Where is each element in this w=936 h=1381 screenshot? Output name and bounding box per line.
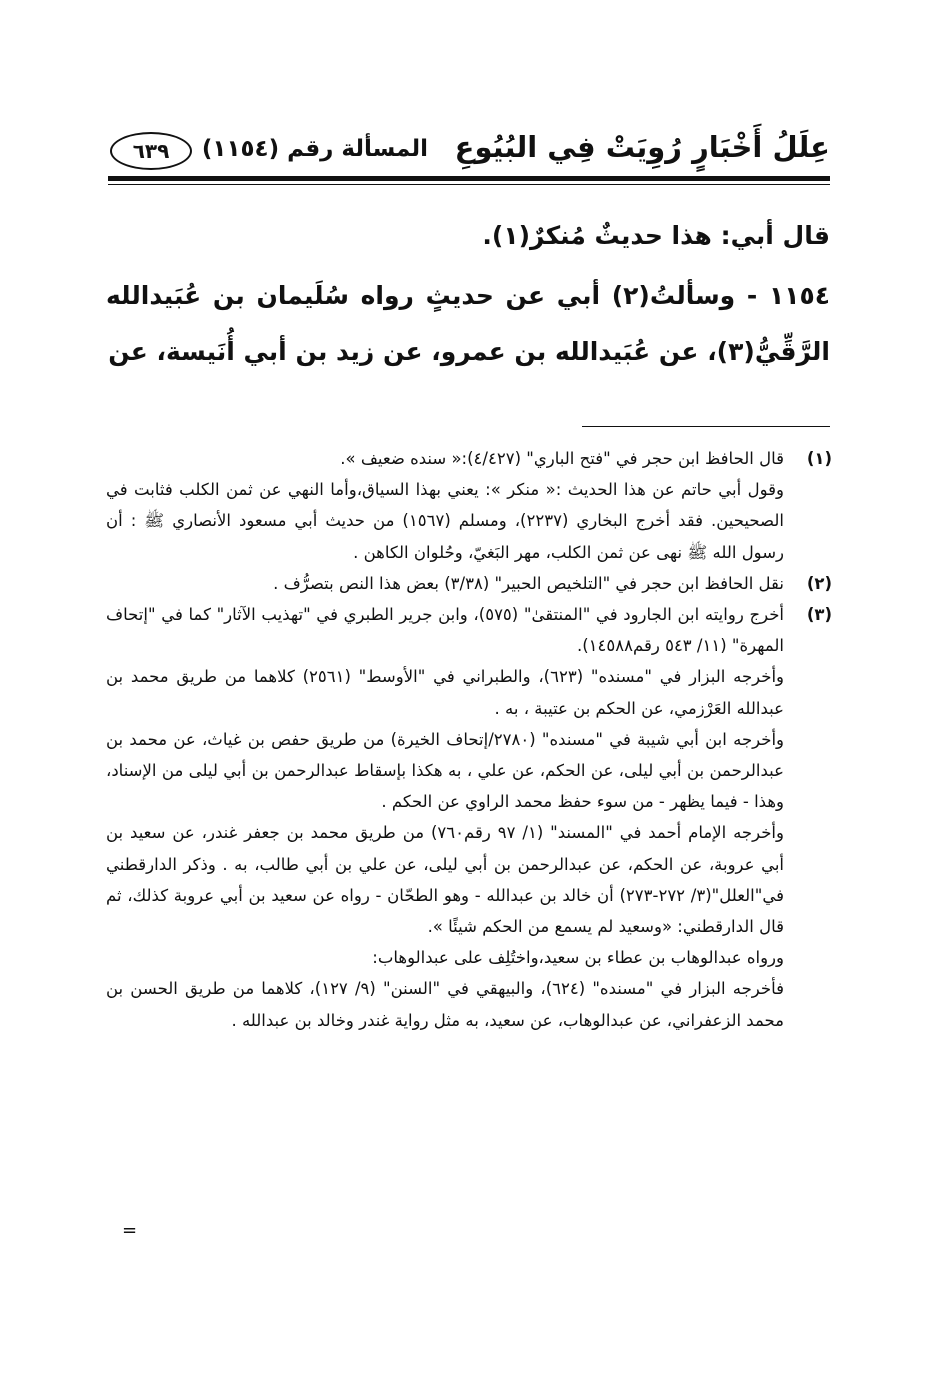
main-text-line [106,208,830,264]
footnote-1 [106,443,832,568]
page-number: ٦٣٩ [132,139,170,163]
footnote-number: (١) [806,449,832,468]
footnote-3 [106,599,832,1036]
footnote-2 [106,568,832,599]
footnote-paragraph: نقل الحافظ ابن حجر في "التلخيص الحبير" (٣/٣٨) بعض هذا النص بتصرُّف . [273,573,784,593]
footnote-separator [582,426,830,427]
main-text-quote: قال أبي: هذا حديثٌ مُنكرٌ(١). [482,221,830,250]
book-title: عِلَلُ أَخْبَارٍ رُوِيَتْ فِي البُيُوعِ [454,130,830,164]
header-rule-thick [108,176,830,181]
footnote-paragraph: وأخرجه البزار في "مسنده" (٦٢٣)، والطبراني في "الأوسط" (٢٥٦١) كلاهما من طريق محمد بن عبدالله العَرْزمي، عن الحكم بن عتيبة ، به . [106,667,784,718]
main-text-paragraph [106,268,830,380]
footnote-paragraph: وقول أبي حاتم عن هذا الحديث :« منكر »: يعني بهذا السياق،وأما النهي عن ثمن الكلب فثابت في الصحيحين. فقد أخرج البخاري (٢٢٣٧)، ومسلم (١٥٦٧) من حديث أبي مسعود الأنصاري ﷺ : أن رسول الله ﷺ نهى عن ثمن الكلب، مهر البَغيّ، وحُلوان الكاهن . [106,480,784,562]
question-1154: ١١٥٤ - وسألتُ(٢) أبي عن حديثٍ رواه سُلَيمان بن عُبَيدالله الرَّقِّيُّ(٣)، عن عُبَيدالله بن عمرو، عن زيد بن أبي أُنَيسة، عن [106,281,830,366]
page-number-badge [110,132,192,170]
masala-number: المسألة رقم (١١٥٤) [201,136,428,162]
footnotes [106,443,832,1036]
footnote-paragraph: وأخرجه الإمام أحمد في "المسند" (١/ ٩٧ رقم٧٦٠) من طريق محمد بن جعفر غندر، عن سعيد بن أبي عروبة، عن الحكم، عن عبدالرحمن بن أبي ليلى، عن علي بن أبي طالب، به . وذكر الدارقطني في"العلل"(٣/ ٢٧٢-٢٧٣) أن خالد بن عبدالله - وهو الطحّان - رواه عن سعيد بن أبي عروبة كذلك، ثم قال الدارقطني: «وسعيد لم يسمع من الحكم شيئًا ». [106,823,784,937]
footnote-paragraph: وأخرجه ابن أبي شيبة في "مسنده" (٢٧٨٠/إتحاف الخيرة) من طريق حفص بن غياث، عن محمد بن عبدالرحمن بن أبي ليلى، عن الحكم، عن علي ، به هكذا بإسقاط عبدالرحمن بن أبي ليلى من الإسناد، وهذا - فيما يظهر - من سوء حفظ محمد الراوي عن الحكم . [106,729,785,812]
page-header [108,118,830,174]
footnote-number: (٣) [806,605,832,625]
footnote-paragraph: قال الحافظ ابن حجر في "فتح الباري" (٤/٤٢٧):« سنده ضعيف ». [340,449,784,468]
footnote-paragraph: أخرج روايته ابن الجارود في "المنتقىٰ" (٥٧٥)، وابن جرير الطبري في "تهذيب الآثار" كما في "إتحاف المهرة" (١١/ ٥٤٣ رقم١٤٥٨٨). [106,605,784,656]
footnote-paragraph: ورواه عبدالوهاب بن عطاء بن سعيد،واختُلِف على عبدالوهاب: [372,948,784,968]
header-rule-thin [108,184,830,185]
footnote-paragraph: فأخرجه البزار في "مسنده" (٦٢٤)، والبيهقي في "السنن" (٩/ ١٢٧)، كلاهما من طريق الحسن بن محمد الزعفراني، عن عبدالوهاب، عن سعيد، به مثل رواية غندر وخالد بن عبدالله . [106,979,784,1030]
continuation-mark: = [122,1220,138,1241]
footnote-number: (٢) [806,573,832,593]
